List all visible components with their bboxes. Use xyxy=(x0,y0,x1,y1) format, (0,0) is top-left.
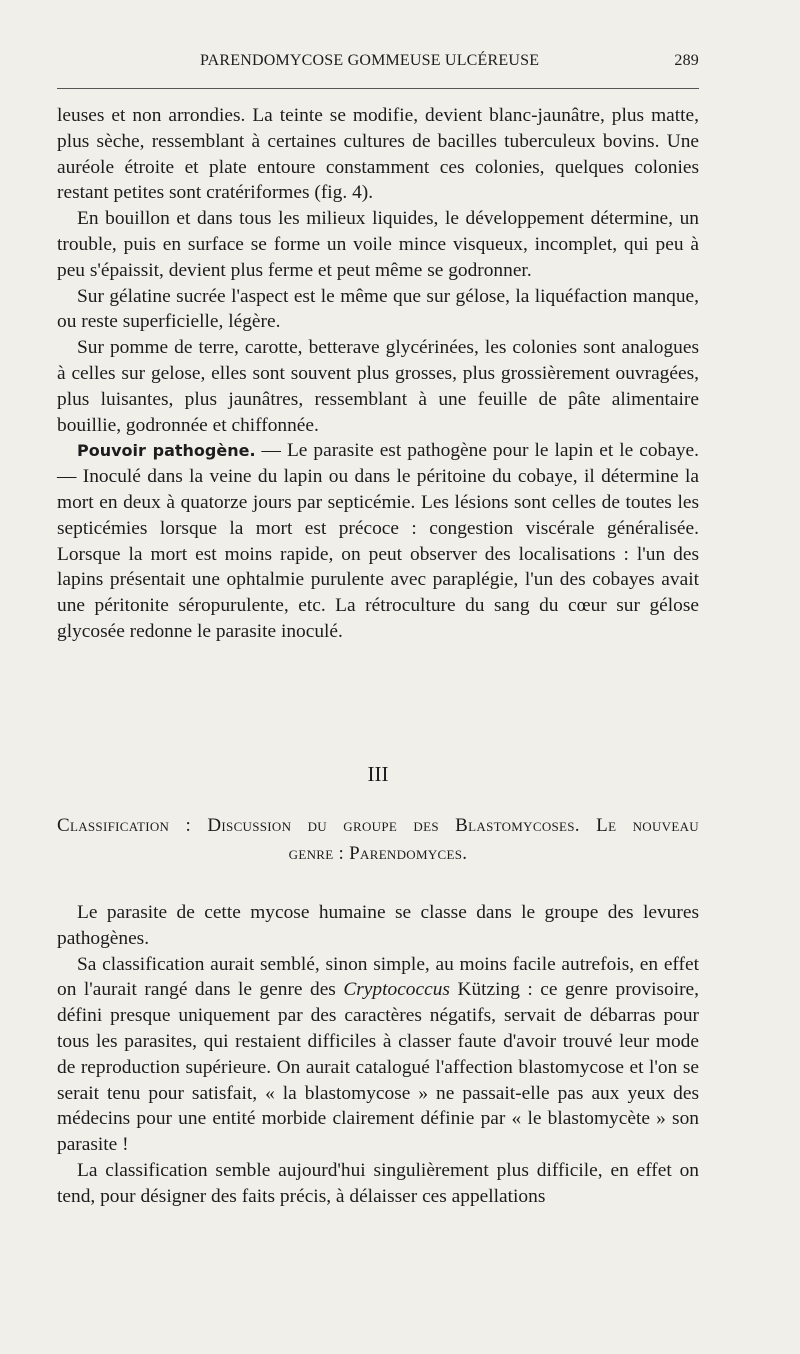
paragraph: Sur gélatine sucrée l'aspect est le même que sur gélose, la liquéfaction manque, ou reste superficielle, légère. xyxy=(57,285,699,333)
paragraph: Sur pomme de terre, carotte, betterave glycérinées, les colonies sont analogues à celles sur gelose, elles sont souvent plus grosses, plus grossièrement ouvragées, plus luisantes, plus jaunâtres, ressemblant à une feuille de pâte alimentaire bouillie, godronnée et chiffonnée. xyxy=(57,337,699,436)
paragraph: Le parasite de cette mycose humaine se classe dans le groupe des levures pathogènes. xyxy=(57,902,699,949)
section-title-line-1: Classification : Discussion du groupe des Blastomycoses. Le nouveau xyxy=(57,815,699,836)
paragraph xyxy=(57,438,699,644)
subheading-pathogenic-power: Pouvoir pathogène. xyxy=(77,441,256,461)
body-text-block-1 xyxy=(57,103,699,645)
section-title xyxy=(57,812,699,868)
paragraph-text: Sa classification aurait semblé, sinon simple, au moins facile autrefois, en effet on l'aurait rangé dans le genre des xyxy=(57,953,699,1001)
paragraph xyxy=(57,952,699,1158)
paragraph: En bouillon et dans tous les milieux liquides, le développement détermine, un trouble, puis en surface se forme un voile mince visqueux, incomplet, qui peu à peu s'épaissit, devient plus ferme et peut même se godronner. xyxy=(57,208,699,281)
paragraph: leuses et non arrondies. La teinte se modifie, devient blanc-jaunâtre, plus matte, plus sèche, ressemblant à certaines cultures de bacilles tuberculeux bovins. Une auréole étroite et plate entoure constamment ces colonies, quelques colonies restant petites sont cratériformes (fig. 4). xyxy=(57,105,699,204)
section-title-line-2: genre : Parendomyces. xyxy=(288,843,468,864)
paragraph: La classification semble aujourd'hui singulièrement plus difficile, en effet on tend, pour désigner des faits précis, à délaisser ces appellations xyxy=(57,1159,699,1207)
paragraph-text: — Le parasite est pathogène pour le lapin et le cobaye. — Inoculé dans la veine du lapin ou dans le péritoine du cobaye, il détermine la mort en deux à quatorze jours par septicémie. Les lésions sont celles de toutes les septicémies lorsque la mort est précoce : congestion viscérale généralisée. Lorsque la mort est moins rapide, on peut observer des localisations : l'un des lapins présentait une ophtalmie purulente avec paraplégie, l'un des cobayes avait une péritonite séropurulente, etc. La rétroculture du sang du cœur sur gélose glycosée redonne le parasite inoculé. xyxy=(57,440,699,642)
page-number: 289 xyxy=(674,52,699,69)
header-rule xyxy=(57,88,699,89)
paragraph-text: Kützing : ce genre provisoire, défini presque uniquement par des caractères négatifs, servait de débarras pour tous les parasites, qui restaient difficiles à classer faute d'avoir trouvé leur mode de reproduction supérieure. On aurait catalogué l'affection blastomycose et l'on se serait tenu pour satisfait, « la blastomycose » ne passait-elle pas aux yeux des médecins pour une entité morbide clairement définie par « le blastomycète » son parasite ! xyxy=(57,979,699,1156)
section-number: III xyxy=(367,762,389,786)
running-title: PARENDOMYCOSE GOMMEUSE ULCÉREUSE xyxy=(200,52,540,69)
body-text-block-2 xyxy=(57,900,699,1210)
genus-name-italic: Cryptococcus xyxy=(343,979,450,1001)
